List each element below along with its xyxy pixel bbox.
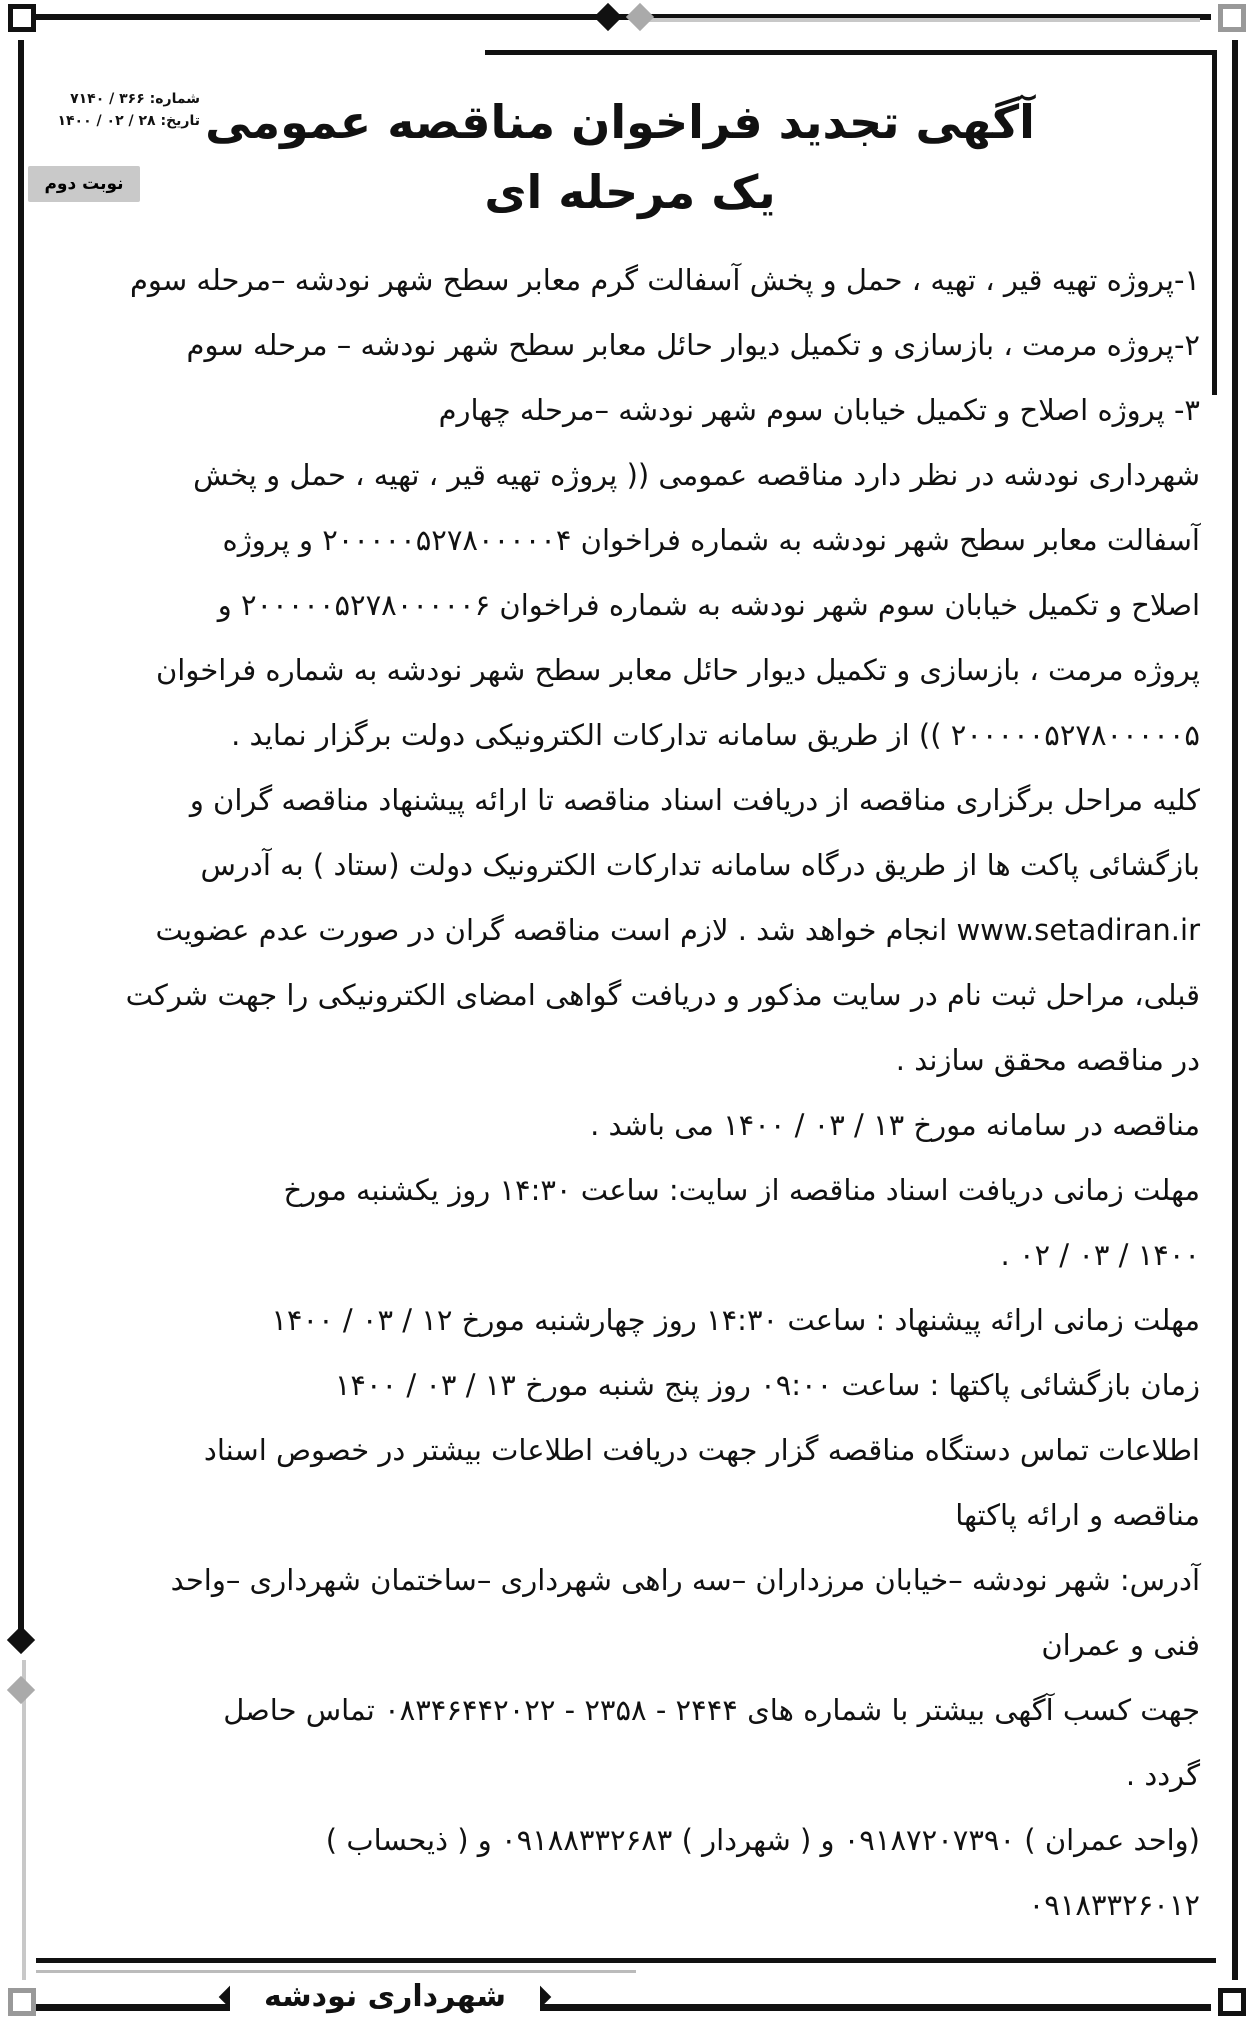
corner-ornament-bottom-left [8, 1988, 36, 2016]
notice-body [60, 248, 1200, 1938]
page-subtitle: یک مرحله ای [484, 165, 776, 219]
signature: شهرداری نودشه [230, 1975, 540, 2019]
corner-ornament-bottom-right [1218, 1988, 1246, 2016]
body-line: زمان بازگشائی پاکتها : ساعت ۰۹:۰۰ روز پنج شنبه مورخ ۱۳ / ۰۳ / ۱۴۰۰ [334, 1368, 1200, 1402]
body-line: در مناقصه محقق سازند . [895, 1043, 1200, 1077]
frame-top-light-border [640, 18, 1200, 22]
inner-bottom-light-rule [36, 1970, 636, 1973]
body-line: فنی و عمران [1041, 1628, 1200, 1662]
diamond-ornament-top-light [626, 3, 654, 31]
inner-bottom-rule [36, 1958, 1216, 1963]
frame-right-border [1232, 40, 1238, 1980]
body-line: مهلت زمانی ارائه پیشنهاد : ساعت ۱۴:۳۰ روز چهارشنبه مورخ ۱۲ / ۰۳ / ۱۴۰۰ [271, 1303, 1200, 1337]
body-line: ۲۰۰۰۰۰۵۲۷۸۰۰۰۰۰۵ )) از طریق سامانه تدارکات الکترونیکی دولت برگزار نماید . [231, 718, 1200, 752]
body-line: مناقصه و ارائه پاکتها [955, 1498, 1200, 1532]
page-title: آگهی تجدید فراخوان مناقصه عمومی [205, 95, 1035, 149]
diamond-ornament-left [7, 1626, 35, 1654]
body-line: کلیه مراحل برگزاری مناقصه از دریافت اسناد مناقصه تا ارائه پیشنهاد مناقصه گران و [189, 783, 1200, 817]
body-line: شهرداری نودشه در نظر دارد مناقصه عمومی (( پروژه تهیه قیر ، تهیه ، حمل و پخش [193, 458, 1200, 492]
body-line: مهلت زمانی دریافت اسناد مناقصه از سایت: ساعت ۱۴:۳۰ روز یکشنبه مورخ [283, 1173, 1200, 1207]
frame-left-border [18, 40, 24, 1640]
body-line: آسفالت معابر سطح شهر نودشه به شماره فراخوان ۲۰۰۰۰۰۵۲۷۸۰۰۰۰۰۴ و پروژه [222, 523, 1200, 557]
corner-ornament-top-right [1218, 4, 1246, 32]
body-line: ۲-پروژه مرمت ، بازسازی و تکمیل دیوار حائل معابر سطح شهر نودشه – مرحله سوم [186, 328, 1200, 362]
notice-number: شماره: ۳۶۶ / ۷۱۴۰ [70, 91, 200, 107]
body-line: آدرس: شهر نودشه –خیابان مرزداران –سه راهی شهرداری –ساختمان شهرداری –واحد [170, 1563, 1200, 1597]
body-line: ۰۹۱۸۳۳۲۶۰۱۲ [1028, 1888, 1200, 1922]
frame-left-light-border [22, 1660, 26, 1980]
body-line: ۱۴۰۰ / ۰۳ / ۰۲ . [1000, 1238, 1200, 1272]
body-line: جهت کسب آگهی بیشتر با شماره های ۲۴۴۴ - ۲۳۵۸ - ۰۸۳۴۶۴۴۲۰۲۲ تماس حاصل [223, 1693, 1200, 1727]
body-line: مناقصه در سامانه مورخ ۱۳ / ۰۳ / ۱۴۰۰ می باشد . [590, 1108, 1200, 1142]
corner-ornament-top-left [8, 4, 36, 32]
frame-bottom-border [36, 2004, 1211, 2011]
publication-round-badge: نوبت دوم [28, 166, 140, 202]
inner-right-rule [1212, 50, 1217, 395]
body-line: اصلاح و تکمیل خیابان سوم شهر نودشه به شماره فراخوان ۲۰۰۰۰۰۵۲۷۸۰۰۰۰۰۶ و [217, 588, 1200, 622]
inner-top-rule [485, 50, 1215, 55]
body-line: قبلی، مراحل ثبت نام در سایت مذکور و دریافت گواهی امضای الکترونیکی را جهت شرکت [125, 978, 1200, 1012]
notice-date: تاریخ: ۲۸ / ۰۲ / ۱۴۰۰ [57, 113, 200, 129]
diamond-ornament-top [594, 3, 622, 31]
body-line: بازگشائی پاکت ها از طریق درگاه سامانه تدارکات الکترونیک دولت (ستاد ) به آدرس [200, 848, 1200, 882]
body-line: اطلاعات تماس دستگاه مناقصه گزار جهت دریافت اطلاعات بیشتر در خصوص اسناد [203, 1433, 1200, 1467]
body-line: www.setadiran.ir انجام خواهد شد . لازم است مناقصه گران در صورت عدم عضویت [155, 913, 1200, 947]
body-line: گردد . [1125, 1758, 1200, 1792]
body-line: ۱-پروژه تهیه قیر ، تهیه ، حمل و پخش آسفالت گرم معابر سطح شهر نودشه –مرحله سوم [129, 263, 1200, 297]
body-line: پروژه مرمت ، بازسازی و تکمیل دیوار حائل معابر سطح شهر نودشه به شماره فراخوان [156, 653, 1200, 687]
notice-meta [40, 88, 200, 132]
body-line: ۳- پروژه اصلاح و تکمیل خیابان سوم شهر نودشه –مرحله چهارم [438, 393, 1200, 427]
body-line: (واحد عمران ) ۰۹۱۸۷۲۰۷۳۹۰ و ( شهردار ) ۰۹۱۸۸۳۳۲۶۸۳ و ( ذیحساب ) [325, 1823, 1200, 1857]
diamond-ornament-left-light [7, 1676, 35, 1704]
